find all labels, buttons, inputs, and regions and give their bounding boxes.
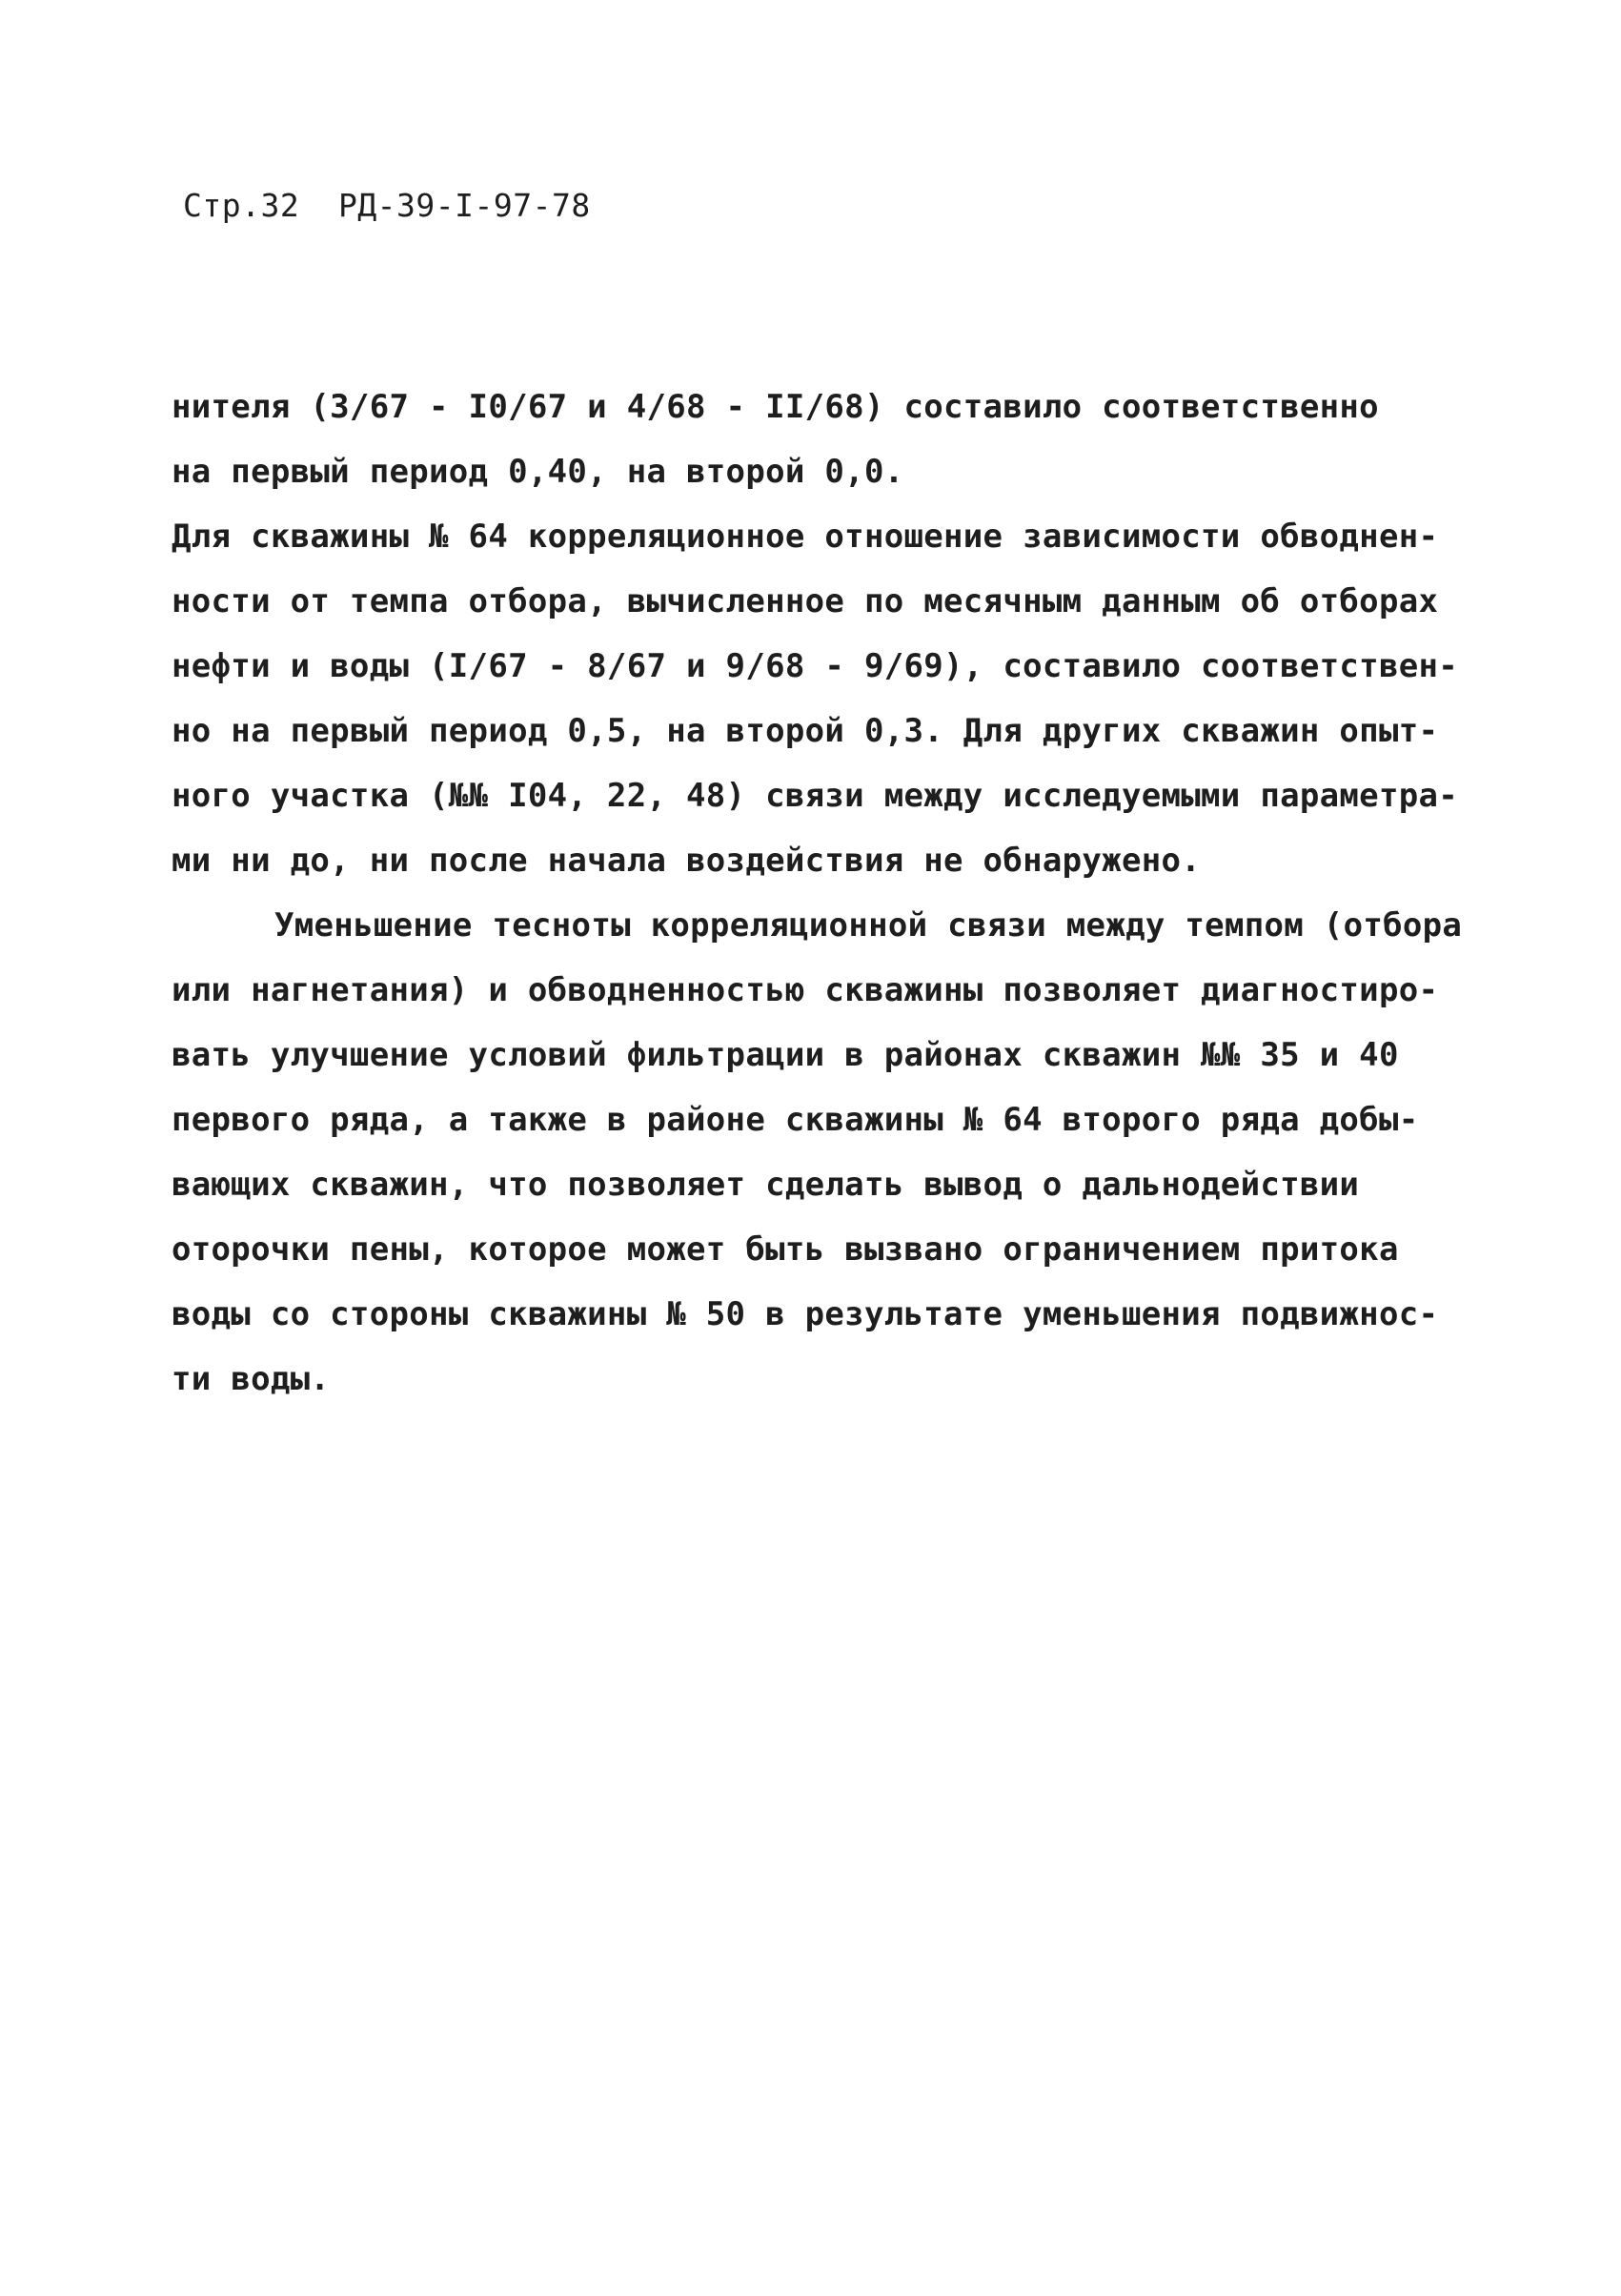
text-line: нефти и воды (I/67 - 8/67 и 9/68 - 9/69), составило соответствен- <box>172 647 1459 685</box>
text-line: вающих скважин, что позволяет сделать вывод о дальнодействии <box>172 1166 1360 1204</box>
text-line: первого ряда, а также в районе скважины № 64 второго ряда добы- <box>172 1101 1419 1139</box>
text-line: на первый период 0,40, на второй 0,0. <box>172 453 904 491</box>
body-text <box>172 375 1487 1412</box>
text-line: нителя (3/67 - I0/67 и 4/68 - II/68) составило соответственно <box>172 388 1379 426</box>
text-line: вать улучшение условий фильтрации в районах скважин №№ 35 и 40 <box>172 1036 1399 1074</box>
text-line: оторочки пены, которое может быть вызвано ограничением притока <box>172 1230 1399 1269</box>
text-line: или нагнетания) и обводненностью скважины позволяет диагностиро- <box>172 971 1439 1009</box>
text-line: воды со стороны скважины № 50 в результате уменьшения подвижнос- <box>172 1295 1439 1333</box>
text-line: ности от темпа отбора, вычисленное по месячным данным об отборах <box>172 582 1439 620</box>
text-line: ми ни до, ни после начала воздействия не обнаружено. <box>172 842 1202 880</box>
text-line: Для скважины № 64 корреляционное отношение зависимости обводнен- <box>172 518 1439 556</box>
page-header: Стр.32 РД-39-I-97-78 <box>183 187 591 224</box>
text-line: ти воды. <box>172 1360 331 1398</box>
text-line: но на первый период 0,5, на второй 0,3. Для других скважин опыт- <box>172 712 1439 750</box>
text-line: Уменьшение тесноты корреляционной связи между темпом (отбора <box>274 906 1463 945</box>
text-line: ного участка (№№ I04, 22, 48) связи между исследуемыми параметра- <box>172 777 1459 815</box>
